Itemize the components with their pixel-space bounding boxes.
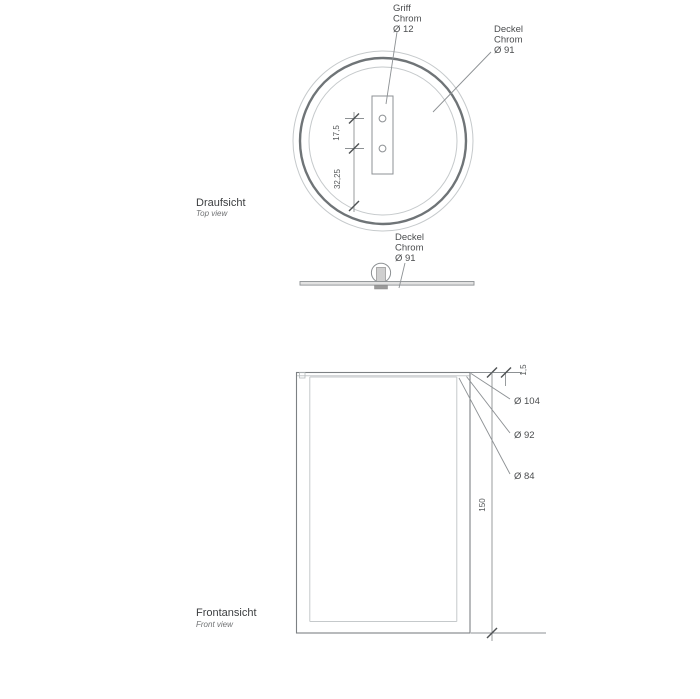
side-deckel-callout <box>395 232 424 288</box>
lid-bar <box>300 282 474 286</box>
dim-hole-spacing-label: 17,5 <box>332 125 341 141</box>
dim-hole-to-edge-label: 32,25 <box>333 168 342 190</box>
side-deckel-callout-line1: Deckel <box>395 232 425 243</box>
front-view-subtitle: Front view <box>196 620 233 629</box>
top-deckel-callout-line1: Deckel <box>494 24 524 35</box>
dia-inner-label: Ø 84 <box>514 471 535 482</box>
handle-plate <box>372 96 393 174</box>
dia-outer-label: Ø 104 <box>514 396 540 407</box>
griff-callout-line3: Ø 12 <box>393 24 414 35</box>
top-deckel-callout <box>433 24 523 112</box>
rim-dim-label: 1,5 <box>519 364 528 376</box>
height-dim-label: 150 <box>478 498 487 512</box>
top-view <box>196 3 523 231</box>
griff-callout-line2: Chrom <box>393 13 422 25</box>
top-view-title: Draufsicht <box>196 197 246 209</box>
top-deckel-callout-line3: Ø 91 <box>494 45 515 56</box>
griff-callout-line1: Griff <box>393 3 411 14</box>
side-view <box>300 232 474 289</box>
front-view <box>196 364 546 641</box>
dia-mid-label: Ø 92 <box>514 430 535 441</box>
lid-knob-stem <box>377 268 386 282</box>
top-deckel-callout-line2: Chrom <box>494 34 523 46</box>
front-body-outline <box>297 373 471 634</box>
dia-outer-leader-line <box>471 374 510 400</box>
top-view-subtitle: Top view <box>196 209 228 218</box>
front-view-title: Frontansicht <box>196 607 257 619</box>
side-deckel-callout-line2: Chrom <box>395 242 424 254</box>
side-deckel-callout-line3: Ø 91 <box>395 253 416 264</box>
lid-knob-base <box>375 285 388 289</box>
